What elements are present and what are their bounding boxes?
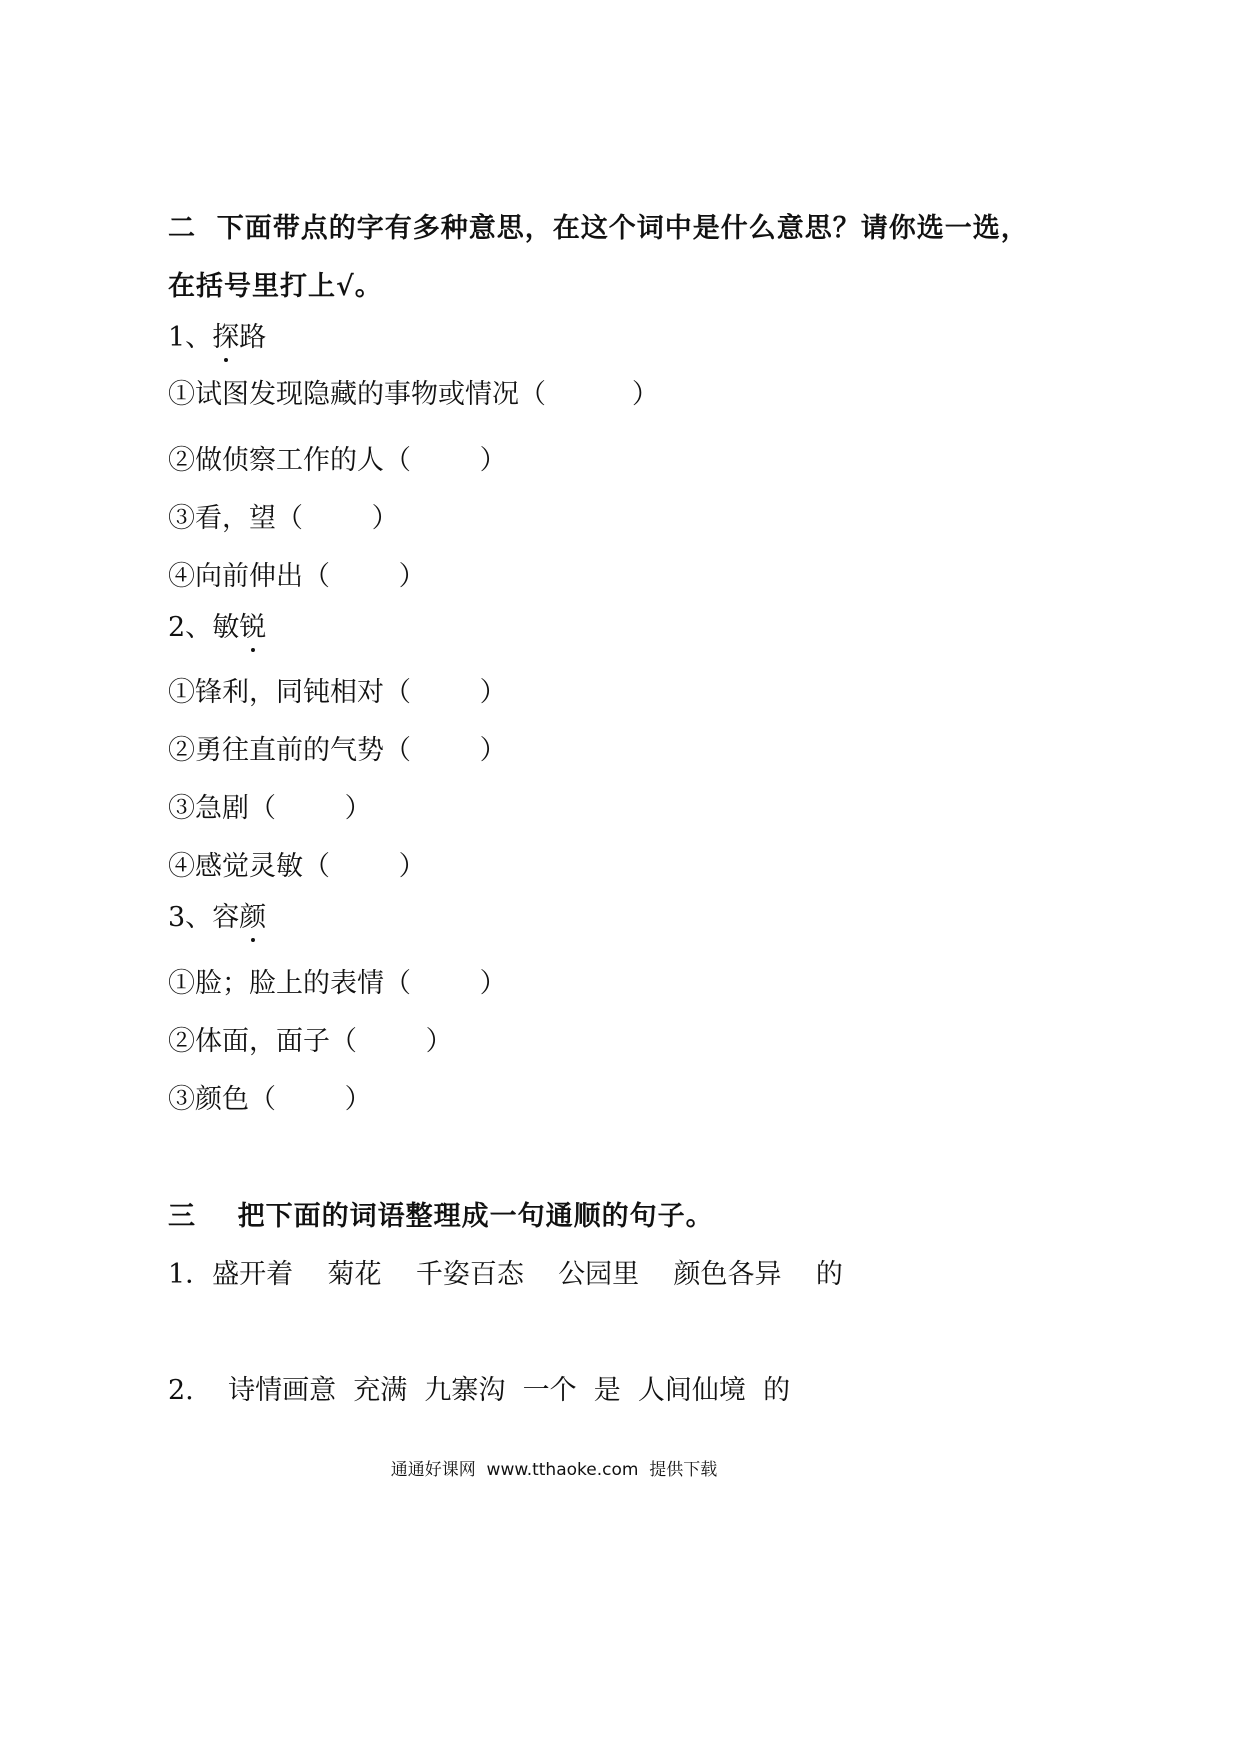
group3-option-3: ③颜色（ ）	[168, 1084, 372, 1115]
section2-title-line1: 二 下面带点的字有多种意思，在这个词中是什么意思？请你选一选，	[168, 213, 1029, 244]
section2-title-line2: 在括号里打上√。	[168, 271, 383, 302]
group3-dotted-char: 颜	[239, 895, 266, 934]
group2-number: 2、	[168, 612, 213, 643]
group2-word-before: 敏	[212, 612, 240, 643]
group3-number: 3、	[168, 902, 213, 933]
group2-label	[168, 605, 266, 644]
group2-option-2: ②勇往直前的气势（ ）	[168, 735, 507, 766]
group1-dotted-char: 探	[212, 315, 239, 354]
group1-word-rest: 路	[239, 322, 267, 353]
group1-number: 1、	[168, 322, 213, 353]
group1-option-3: ③看，望（ ）	[168, 503, 399, 534]
group3-label	[168, 895, 266, 934]
group1-option-4: ④向前伸出（ ）	[168, 561, 426, 592]
group1-option-2: ②做侦察工作的人（ ）	[168, 445, 507, 476]
section3-sentence-1: 1．盛开着 菊花 千姿百态 公园里 颜色各异 的	[168, 1259, 843, 1290]
group2-option-1: ①锋利，同钝相对（ ）	[168, 677, 507, 708]
section3-sentence-2: 2. 诗情画意 充满 九寨沟 一个 是 人间仙境 的	[168, 1375, 791, 1406]
group1-option-1: ①试图发现隐藏的事物或情况（ ）	[168, 379, 659, 410]
group2-option-3: ③急剧（ ）	[168, 793, 372, 824]
group1-label	[168, 315, 266, 354]
section3-title: 三 把下面的词语整理成一句通顺的句子。	[168, 1201, 714, 1232]
group3-word-before: 容	[212, 902, 240, 933]
group3-option-1: ①脸；脸上的表情（ ）	[168, 968, 507, 999]
group2-dotted-char: 锐	[239, 605, 266, 644]
page-footer: 通通好课网 www.tthaoke.com 提供下载	[390, 1460, 718, 1480]
group2-option-4: ④感觉灵敏（ ）	[168, 851, 426, 882]
group3-option-2: ②体面，面子（ ）	[168, 1026, 453, 1057]
